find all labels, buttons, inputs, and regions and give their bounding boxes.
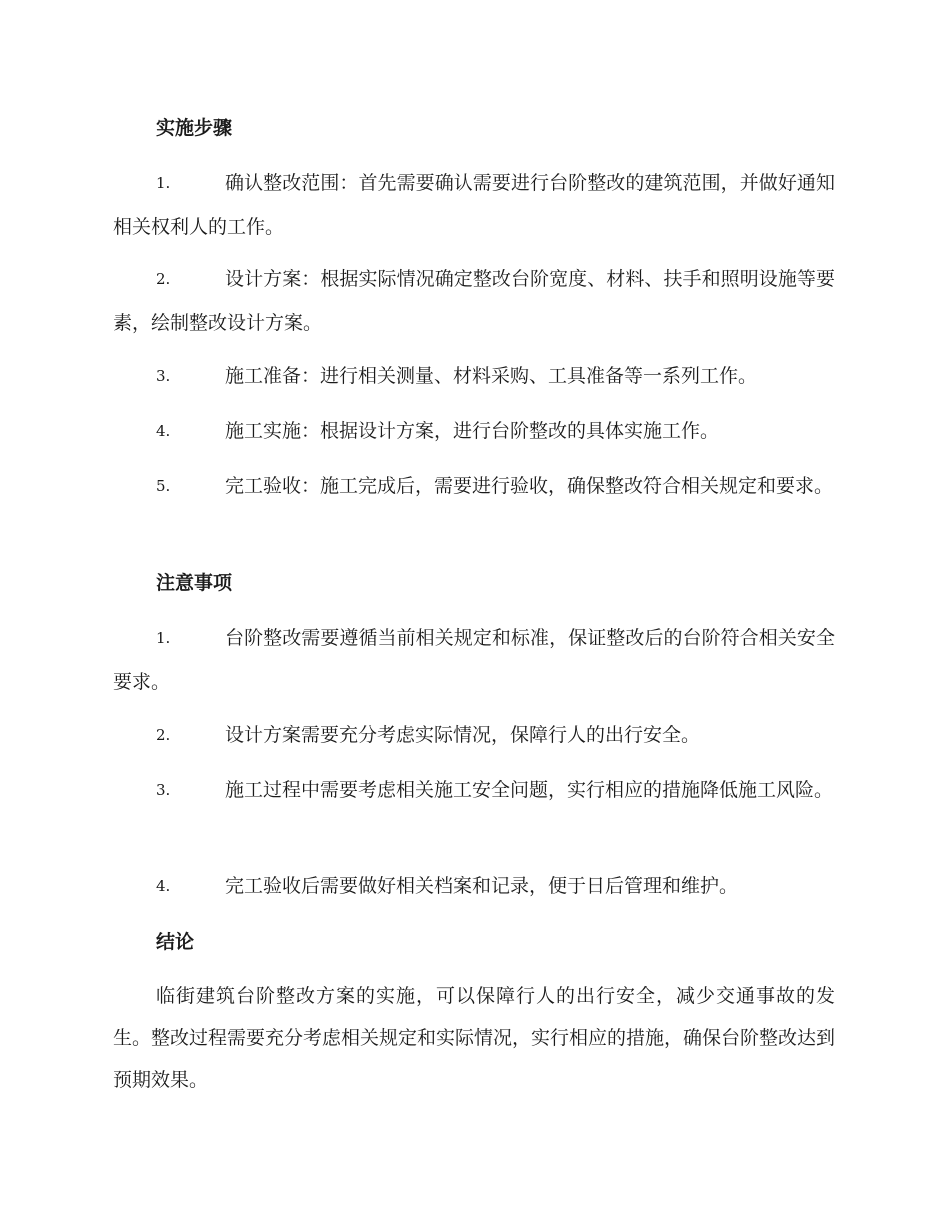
list-number: 1. (156, 174, 171, 192)
list-item (113, 257, 835, 345)
list-item (113, 713, 835, 757)
list-number: 2. (156, 726, 171, 744)
list-item-text: 施工实施：根据设计方案，进行台阶整改的具体实施工作。 (225, 420, 720, 442)
list-item (113, 464, 835, 508)
list-number: 4. (156, 877, 171, 895)
list-number: 3. (156, 367, 171, 385)
list-item (113, 616, 835, 704)
list-number: 3. (156, 781, 171, 799)
list-item-text: 施工准备：进行相关测量、材料采购、工具准备等一系列工作。 (225, 365, 758, 387)
list-number: 2. (156, 270, 171, 288)
list-item (113, 864, 835, 908)
list-item-text: 台阶整改需要遵循当前相关规定和标准，保证整改后的台阶符合相关安全要求。 (113, 627, 835, 693)
list-item-text: 施工过程中需要考虑相关施工安全问题，实行相应的措施降低施工风险。 (225, 779, 834, 801)
list-number: 5. (156, 477, 171, 495)
list-item-text: 完工验收后需要做好相关档案和记录，便于日后管理和维护。 (225, 875, 739, 897)
section-heading-conclusion: 结论 (156, 931, 195, 953)
list-item-text: 设计方案需要充分考虑实际情况，保障行人的出行安全。 (225, 724, 701, 746)
list-number: 1. (156, 629, 171, 647)
list-item-text: 设计方案：根据实际情况确定整改台阶宽度、材料、扶手和照明设施等要素，绘制整改设计方案。 (113, 268, 835, 334)
section-heading-implementation: 实施步骤 (156, 117, 233, 139)
list-item-text: 确认整改范围：首先需要确认需要进行台阶整改的建筑范围，并做好通知相关权利人的工作。 (113, 172, 835, 238)
list-number: 4. (156, 422, 171, 440)
list-item (113, 768, 835, 812)
conclusion-paragraph: 临街建筑台阶整改方案的实施，可以保障行人的出行安全，减少交通事故的发生。整改过程需要充分考虑相关规定和实际情况，实行相应的措施，确保台阶整改达到预期效果。 (113, 985, 836, 1091)
list-item (113, 409, 835, 453)
list-item (113, 354, 835, 398)
list-item-text: 完工验收：施工完成后，需要进行验收，确保整改符合相关规定和要求。 (225, 475, 834, 497)
list-item (113, 161, 835, 249)
section-heading-notes: 注意事项 (156, 572, 233, 594)
